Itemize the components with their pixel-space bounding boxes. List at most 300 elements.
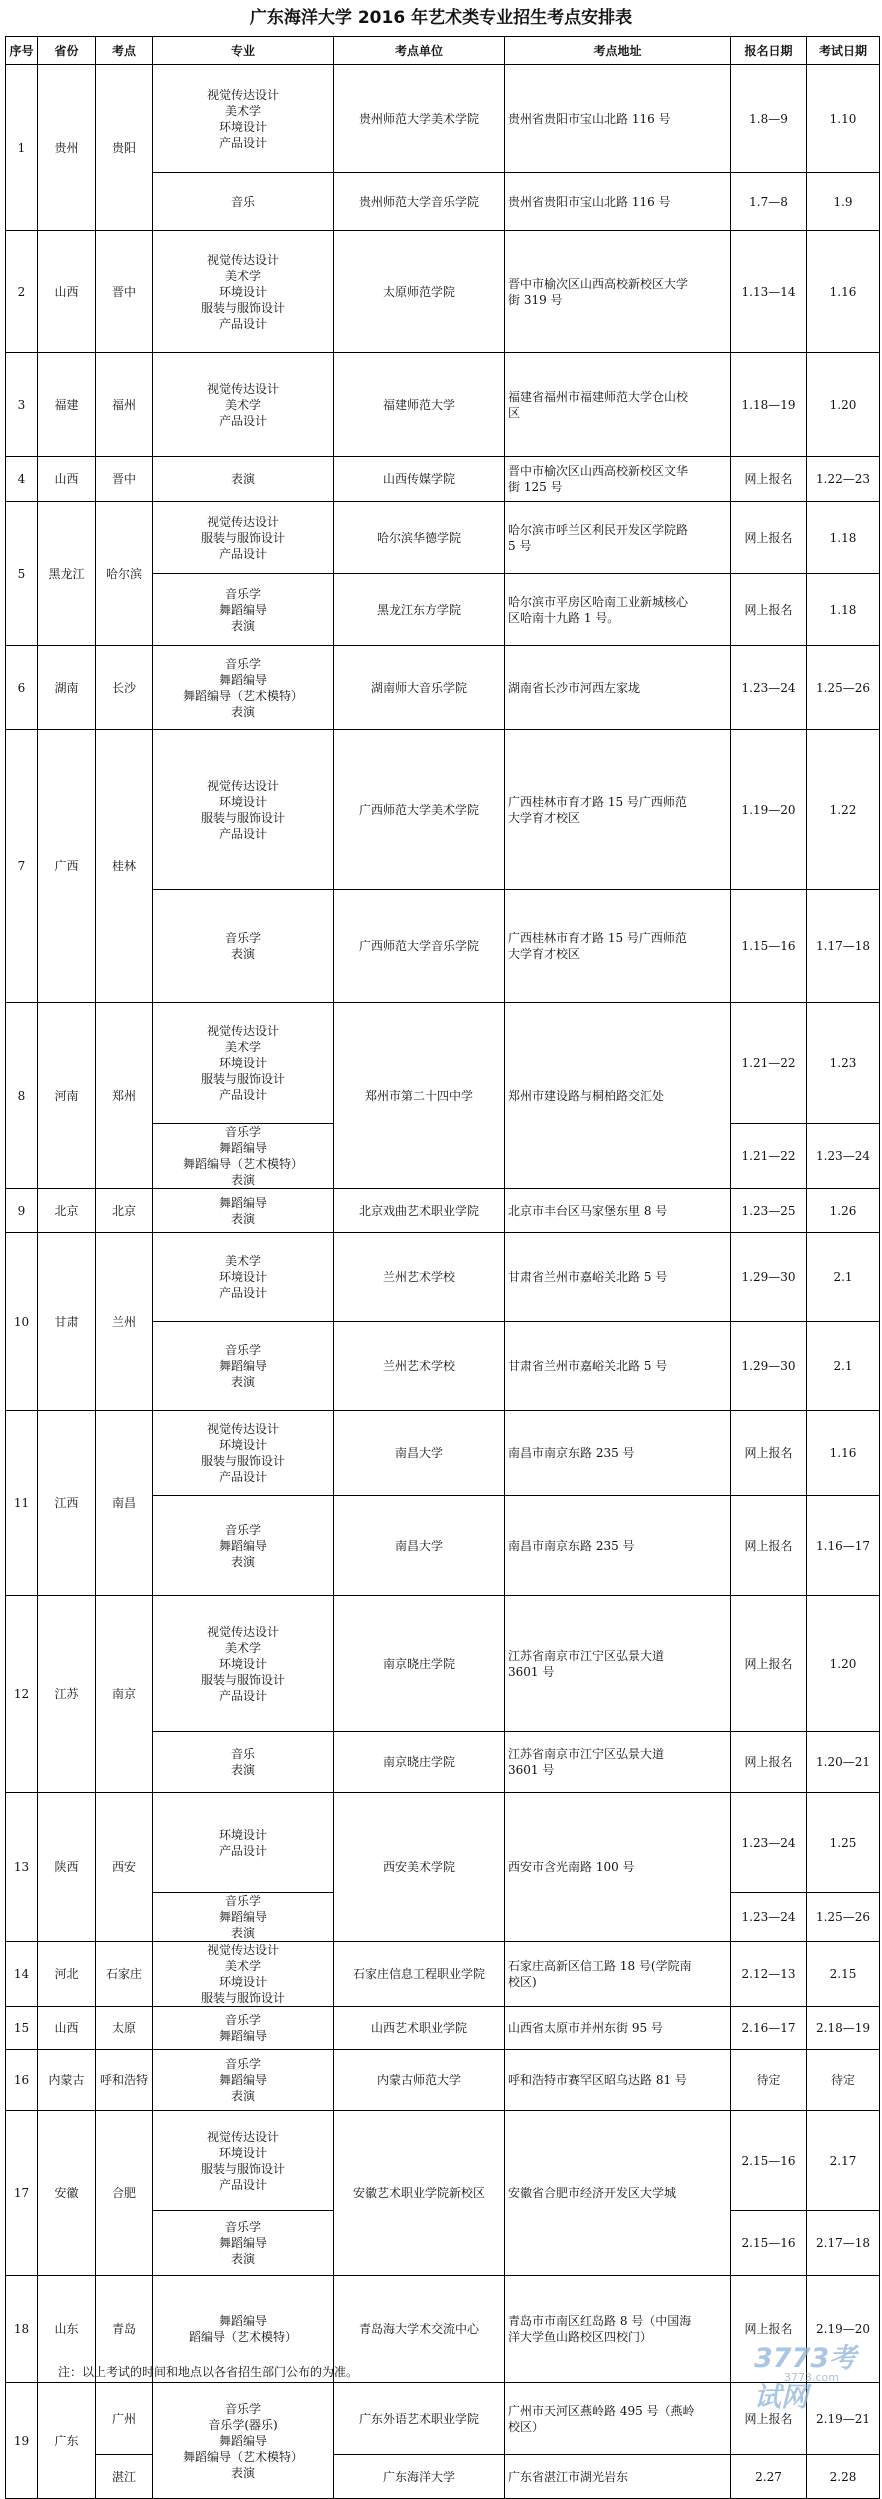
registration-date: 1.29—30 [731,1322,807,1411]
major-list [153,646,334,730]
exam-address [505,457,731,502]
registration-date: 1.23—24 [731,1793,807,1893]
exam-unit: 北京戏曲艺术职业学院 [334,1189,505,1233]
exam-address [505,1496,731,1596]
province: 河北 [38,1942,96,2007]
exam-unit: 广东外语艺术职业学院 [334,2383,505,2455]
registration-date: 1.23—25 [731,1189,807,1233]
major-item: 表演 [230,2465,255,2480]
exam-unit: 广西师范大学音乐学院 [334,890,505,1003]
major-item: 美术学 [224,1040,261,1054]
exam-address [505,2111,731,2276]
major-item: 舞蹈编导 [218,1141,267,1155]
major-item: 产品设计 [218,826,267,841]
address-line: 街 319 号 [508,292,563,307]
major-item: 表演 [230,1554,255,1569]
exam-date: 1.18 [807,574,880,646]
registration-date: 1.23—24 [731,1893,807,1942]
province: 广西 [38,730,96,1003]
address-line: 广州市天河区燕岭路 495 号（燕岭 [508,2403,695,2418]
major-item: 产品设计 [218,2177,267,2192]
registration-date: 网上报名 [731,1596,807,1732]
table-row [6,2050,880,2111]
exam-date: 2.28 [807,2455,880,2499]
registration-date: 2.16—17 [731,2007,807,2050]
major-list [153,2111,334,2211]
address-line: 江苏省南京市江宁区弘景大道 [508,1747,665,1761]
major-list [153,1322,334,1411]
registration-date: 1.8—9 [731,65,807,173]
row-number: 3 [6,353,38,457]
exam-date: 1.17—18 [807,890,880,1003]
exam-date: 1.26 [807,1189,880,1233]
table-row [6,1793,880,1893]
major-list [153,1411,334,1496]
major-item: 音乐学 [224,2220,261,2234]
major-item: 产品设计 [218,413,267,428]
address-line: 5 号 [508,538,532,553]
major-list [153,2050,334,2111]
exam-city: 青岛 [96,2276,153,2383]
major-list [153,2007,334,2050]
major-item: 产品设计 [218,1088,267,1102]
major-item: 舞蹈编导 [218,672,267,687]
major-item: 服装与服饰设计 [200,1672,285,1687]
major-item: 表演 [230,1375,255,1389]
major-item: 音乐学 [224,931,261,945]
table-row [6,1411,880,1496]
major-item: 音乐学 [224,1125,261,1139]
address-line: 贵州省贵阳市宝山北路 116 号 [508,194,671,209]
exam-address [505,2455,731,2499]
major-item: 表演 [230,2252,255,2266]
province: 江苏 [38,1596,96,1793]
registration-date: 1.23—24 [731,646,807,730]
major-list [153,2383,334,2499]
province: 陕西 [38,1793,96,1942]
address-line: 区哈南十九路 1 号。 [508,610,620,625]
exam-date: 1.25—26 [807,646,880,730]
major-item: 产品设计 [218,135,267,150]
exam-date: 2.1 [807,1233,880,1322]
address-line: 甘肃省兰州市嘉峪关北路 5 号 [508,1270,668,1284]
major-item: 美术学 [224,103,261,118]
header-unit: 考点单位 [334,37,505,65]
exam-unit: 郑州市第二十四中学 [334,1003,505,1189]
major-item: 视觉传达设计 [206,2129,279,2144]
province: 内蒙古 [38,2050,96,2111]
exam-address [505,2276,731,2383]
exam-date: 2.19—20 [807,2276,880,2383]
major-item: 音乐 [230,1747,255,1761]
address-line: 安徽省合肥市经济开发区大学城 [508,2186,677,2200]
row-number: 1 [6,65,38,231]
exam-address [505,1732,731,1793]
major-item: 视觉传达设计 [206,1024,279,1038]
watermark-url: 3773.com [784,2371,839,2384]
major-list [153,457,334,502]
major-item: 舞蹈编导（艺术模特） [182,688,303,703]
table-row [6,231,880,353]
exam-schedule-table [5,36,880,2499]
exam-date: 1.22 [807,730,880,890]
major-list [153,1942,334,2007]
major-item: 音乐学 [224,1522,261,1537]
major-item: 视觉传达设计 [206,381,279,396]
row-number: 2 [6,231,38,353]
major-item: 舞蹈编导 [218,2073,267,2087]
registration-date: 1.18—19 [731,353,807,457]
major-item: 美术学 [224,397,261,412]
registration-date: 网上报名 [731,2383,807,2455]
page-title: 广东海洋大学 2016 年艺术类专业招生考点安排表 [249,8,633,28]
row-number: 16 [6,2050,38,2111]
header-address: 考点地址 [505,37,731,65]
major-item: 音乐学 [224,1894,261,1908]
exam-date: 1.23 [807,1003,880,1124]
major-item: 表演 [230,947,255,961]
address-line: 郑州市建设路与桐柏路交汇处 [508,1088,665,1103]
exam-city: 南昌 [96,1411,153,1596]
major-item: 音乐学 [224,2401,261,2416]
exam-date: 1.20—21 [807,1732,880,1793]
exam-address [505,1411,731,1496]
exam-address [505,1003,731,1189]
exam-address [505,173,731,231]
exam-date: 1.10 [807,65,880,173]
exam-address [505,2007,731,2050]
exam-date: 1.16 [807,231,880,353]
row-number: 7 [6,730,38,1003]
exam-city: 太原 [96,2007,153,2050]
major-item: 表演 [230,2089,255,2103]
major-list [153,1124,334,1189]
address-line: 3601 号 [508,1664,555,1679]
exam-address [505,890,731,1003]
exam-city: 呼和浩特 [96,2050,153,2111]
address-line: 哈尔滨市呼兰区利民开发区学院路 [508,522,689,537]
major-item: 产品设计 [218,1688,267,1703]
address-line: 江苏省南京市江宁区弘景大道 [508,1648,665,1663]
registration-date: 1.13—14 [731,231,807,353]
row-number: 8 [6,1003,38,1189]
major-list [153,1003,334,1124]
table-row [6,502,880,574]
address-line: 石家庄高新区信工路 18 号(学院南 [508,1959,692,1973]
major-item: 视觉传达设计 [206,778,279,793]
exam-unit: 黑龙江东方学院 [334,574,505,646]
province: 贵州 [38,65,96,231]
major-item: 产品设计 [218,546,267,561]
major-item: 音乐学 [224,656,261,671]
major-item: 视觉传达设计 [206,1943,279,1957]
registration-date: 1.15—16 [731,890,807,1003]
registration-date: 网上报名 [731,1496,807,1596]
major-item: 视觉传达设计 [206,87,279,102]
major-item: 音乐 [230,194,255,209]
major-item: 产品设计 [218,1470,267,1484]
address-line: 福建省福州市福建师范大学仓山校 [508,389,689,404]
province: 山西 [38,231,96,353]
registration-date: 网上报名 [731,1411,807,1496]
exam-date: 1.18 [807,502,880,574]
major-list [153,173,334,231]
province: 山东 [38,2276,96,2383]
major-item: 美术学 [224,1640,261,1655]
address-line: 南昌市南京东路 235 号 [508,1446,635,1460]
major-item: 服装与服饰设计 [200,1454,285,1468]
exam-unit: 内蒙古师范大学 [334,2050,505,2111]
major-item: 舞蹈编导 [218,1538,267,1553]
table-row [6,2007,880,2050]
major-item: 音乐学(器乐) [208,2417,278,2432]
major-item: 蹈编导（艺术模特） [188,2330,297,2344]
major-item: 视觉传达设计 [206,1624,279,1639]
exam-unit: 南京晓庄学院 [334,1596,505,1732]
row-number: 15 [6,2007,38,2050]
address-line: 洋大学鱼山路校区四校门） [508,2330,653,2344]
row-number: 17 [6,2111,38,2276]
province: 黑龙江 [38,502,96,646]
province: 福建 [38,353,96,457]
exam-city: 晋中 [96,457,153,502]
address-line: 大学育才校区 [508,810,581,825]
exam-address [505,231,731,353]
address-line: 呼和浩特市赛罕区昭乌达路 81 号 [508,2073,687,2087]
table-row [6,1003,880,1124]
major-list [153,730,334,890]
exam-address [505,2050,731,2111]
registration-date: 网上报名 [731,574,807,646]
major-item: 服装与服饰设计 [200,810,285,825]
exam-city: 合肥 [96,2111,153,2276]
address-line: 贵州省贵阳市宝山北路 116 号 [508,111,671,126]
exam-unit: 南昌大学 [334,1496,505,1596]
major-item: 环境设计 [218,1056,267,1070]
major-item: 环境设计 [218,1975,267,1989]
exam-unit: 广东海洋大学 [334,2455,505,2499]
exam-unit: 广西师范大学美术学院 [334,730,505,890]
exam-date: 1.20 [807,353,880,457]
exam-city: 南京 [96,1596,153,1793]
exam-city: 桂林 [96,730,153,1003]
exam-unit: 兰州艺术学校 [334,1322,505,1411]
major-item: 美术学 [224,268,261,283]
exam-date: 2.18—19 [807,2007,880,2050]
exam-date: 1.25 [807,1793,880,1893]
row-number: 18 [6,2276,38,2383]
exam-city: 西安 [96,1793,153,1942]
row-number: 9 [6,1189,38,1233]
major-item: 服装与服饰设计 [200,1072,285,1086]
province: 山西 [38,2007,96,2050]
major-item: 服装与服饰设计 [200,2161,285,2176]
footnote: 注：以上考试的时间和地点以各省招生部门公布的为准。 [58,2365,359,2379]
address-line: 晋中市榆次区山西高校新校区大学 [508,276,689,291]
exam-unit: 贵州师范大学音乐学院 [334,173,505,231]
table-row [6,1942,880,2007]
registration-date: 网上报名 [731,502,807,574]
address-line: 广西桂林市育才路 15 号广西师范 [508,931,687,945]
major-list [153,2211,334,2276]
exam-unit: 山西艺术职业学院 [334,2007,505,2050]
major-list [153,890,334,1003]
major-list [153,353,334,457]
major-item: 视觉传达设计 [206,1422,279,1436]
province: 甘肃 [38,1233,96,1411]
major-list [153,1793,334,1893]
major-item: 表演 [230,1926,255,1940]
address-line: 3601 号 [508,1763,555,1777]
address-line: 青岛市市南区红岛路 8 号（中国海 [508,2314,692,2328]
major-item: 音乐学 [224,2057,261,2071]
major-item: 环境设计 [218,119,267,134]
major-item: 舞蹈编导（艺术模特） [182,2449,303,2464]
exam-address [505,646,731,730]
exam-unit: 青岛海大学术交流中心 [334,2276,505,2383]
registration-date: 1.19—20 [731,730,807,890]
major-item: 舞蹈编导 [218,1910,267,1924]
exam-date: 1.22—23 [807,457,880,502]
major-item: 环境设计 [218,1438,267,1452]
exam-address [505,1596,731,1732]
registration-date: 2.27 [731,2455,807,2499]
province: 山西 [38,457,96,502]
exam-address [505,574,731,646]
exam-date: 1.20 [807,1596,880,1732]
table-row [6,353,880,457]
major-item: 美术学 [224,1959,261,1973]
exam-date: 1.25—26 [807,1893,880,1942]
registration-date: 2.15—16 [731,2111,807,2211]
major-item: 服装与服饰设计 [200,300,285,315]
exam-address [505,65,731,173]
exam-unit: 太原师范学院 [334,231,505,353]
exam-date: 1.9 [807,173,880,231]
exam-unit: 哈尔滨华德学院 [334,502,505,574]
exam-address [505,1793,731,1942]
major-item: 音乐学 [224,1343,261,1357]
province: 广东 [38,2383,96,2499]
address-line: 哈尔滨市平房区哈南工业新城核心 [508,594,689,609]
major-item: 表演 [230,472,255,486]
table-row [6,1233,880,1322]
registration-date: 网上报名 [731,457,807,502]
province: 湖南 [38,646,96,730]
major-list [153,574,334,646]
registration-date: 待定 [731,2050,807,2111]
address-line: 广东省湛江市湖光岩东 [508,2469,629,2484]
major-item: 舞蹈编导 [218,602,267,617]
table-row [6,2383,880,2455]
registration-date: 2.15—16 [731,2211,807,2276]
table-header-row [6,37,880,65]
row-number: 4 [6,457,38,502]
row-number: 19 [6,2383,38,2499]
registration-date: 1.7—8 [731,173,807,231]
exam-date: 2.19—21 [807,2383,880,2455]
table-row [6,1596,880,1732]
major-item: 产品设计 [218,1843,267,1858]
address-line: 湖南省长沙市河西左家垅 [508,680,641,695]
address-line: 街 125 号 [508,480,563,494]
address-line: 校区） [508,2419,545,2434]
major-item: 舞蹈编导 [218,1359,267,1373]
row-number: 13 [6,1793,38,1942]
exam-address [505,1322,731,1411]
major-item: 环境设计 [218,1656,267,1671]
major-item: 舞蹈编导 [218,1195,267,1210]
major-item: 产品设计 [218,1286,267,1300]
address-line: 区 [508,405,521,420]
exam-address [505,1233,731,1322]
province: 安徽 [38,2111,96,2276]
exam-city: 广州 [96,2383,153,2455]
header-no: 序号 [6,37,38,65]
exam-date: 2.1 [807,1322,880,1411]
exam-city: 兰州 [96,1233,153,1411]
major-item: 服装与服饰设计 [200,1991,285,2005]
row-number: 11 [6,1411,38,1596]
exam-address [505,730,731,890]
table-row [6,646,880,730]
exam-date: 1.16—17 [807,1496,880,1596]
exam-date: 待定 [807,2050,880,2111]
table-row [6,730,880,890]
major-item: 舞蹈编导 [218,2029,267,2043]
table-row [6,457,880,502]
major-item: 音乐学 [224,586,261,601]
major-list [153,231,334,353]
exam-unit: 山西传媒学院 [334,457,505,502]
major-item: 音乐学 [224,2013,261,2027]
exam-city: 哈尔滨 [96,502,153,646]
major-item: 环境设计 [218,794,267,809]
major-list [153,1732,334,1793]
exam-city: 石家庄 [96,1942,153,2007]
major-item: 表演 [230,704,255,719]
row-number: 14 [6,1942,38,2007]
address-line: 山西省太原市并州东街 95 号 [508,2021,663,2035]
address-line: 西安市含光南路 100 号 [508,1860,635,1874]
province: 江西 [38,1411,96,1596]
header-reg-date: 报名日期 [731,37,807,65]
registration-date: 网上报名 [731,2276,807,2383]
exam-address [505,2383,731,2455]
exam-unit: 安徽艺术职业学院新校区 [334,2111,505,2276]
exam-city: 湛江 [96,2455,153,2499]
exam-city: 北京 [96,1189,153,1233]
province: 北京 [38,1189,96,1233]
row-number: 5 [6,502,38,646]
header-exam-date: 考试日期 [807,37,880,65]
header-major: 专业 [153,37,334,65]
registration-date: 1.29—30 [731,1233,807,1322]
exam-unit: 湖南师大音乐学院 [334,646,505,730]
watermark-logo [754,2334,874,2413]
exam-city: 郑州 [96,1003,153,1189]
registration-date: 1.21—22 [731,1003,807,1124]
header-province: 省份 [38,37,96,65]
table-row [6,2455,880,2499]
exam-unit: 南昌大学 [334,1411,505,1496]
address-line: 北京市丰台区马家堡东里 8 号 [508,1203,668,1218]
major-item: 产品设计 [218,316,267,331]
address-line: 南昌市南京东路 235 号 [508,1538,635,1553]
table-row [6,1189,880,1233]
address-line: 甘肃省兰州市嘉峪关北路 5 号 [508,1359,668,1373]
exam-address [505,353,731,457]
